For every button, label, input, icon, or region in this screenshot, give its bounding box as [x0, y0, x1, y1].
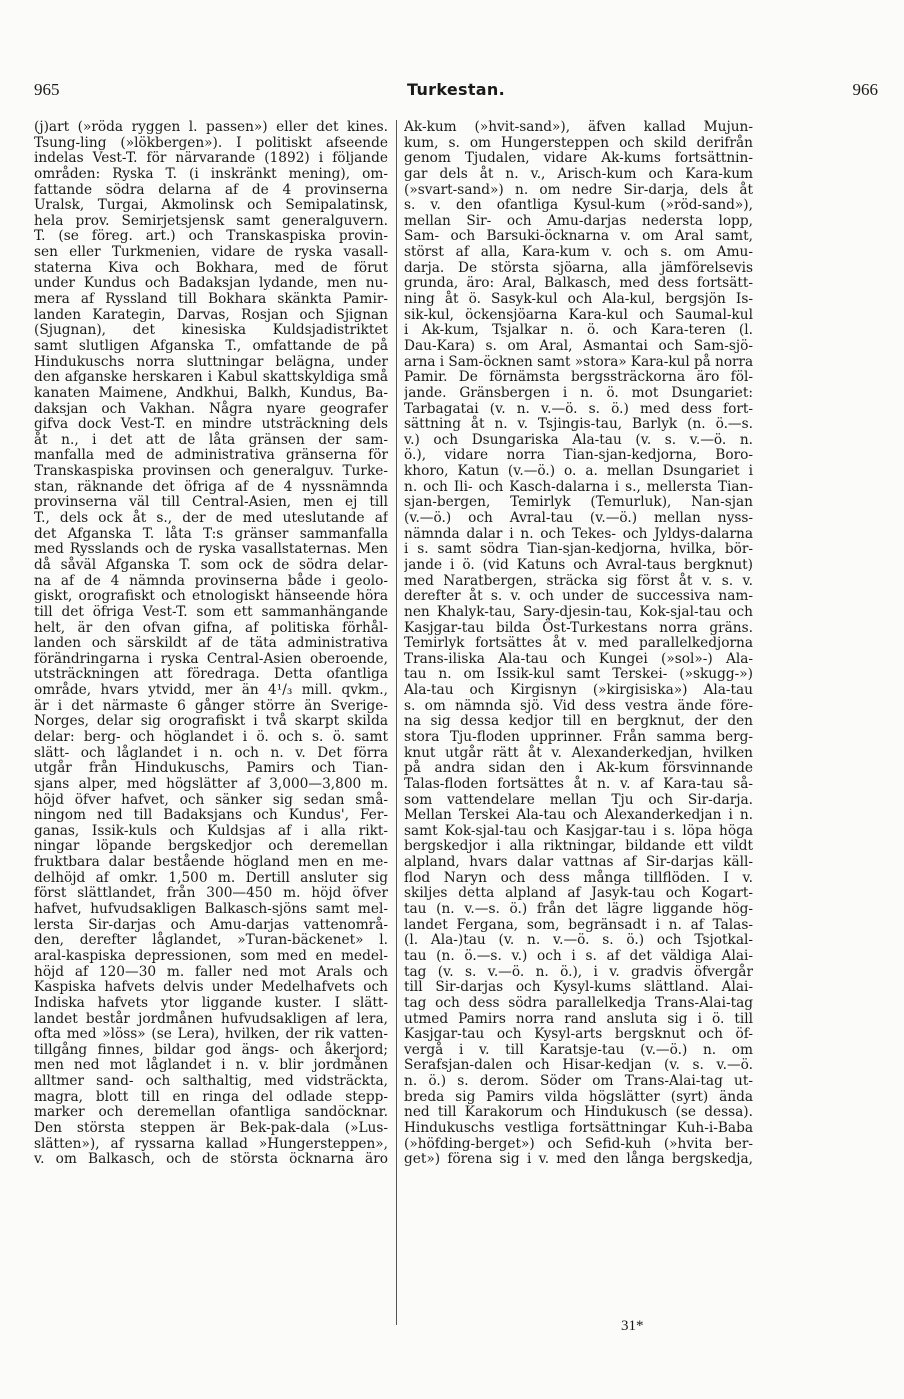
text-line: Tarbagatai (v. n. v.—ö. s. ö.) med dess fort- — [404, 400, 753, 417]
text-line: helt, är den ofvan gifna, af politiska förhål- — [34, 619, 388, 636]
text-line: Ala-tau och Kirgisnyn (»kirgisiska») Ala-tau — [404, 682, 753, 699]
text-line: den afganske herskaren i Kabul skattskyldiga små — [34, 369, 388, 386]
text-line: sättning åt n. v. Tsjingis-tau, Barlyk (n. ö.—s. — [404, 416, 753, 433]
signature-mark: 31* — [621, 1318, 644, 1334]
text-line: slätten»), af ryssarna kallad »Hungersteppen», — [34, 1135, 388, 1152]
running-title: Turkestan. — [407, 80, 505, 99]
text-line: vergå i v. till Karatsje-tau (v.—ö.) n. om — [404, 1041, 753, 1058]
text-line: landen Karategin, Darvas, Rosjan och Sjignan — [34, 306, 388, 323]
text-line: ganas, Issik-kuls och Kuldsjas af i alla rikt- — [34, 822, 388, 839]
text-line: Dau-Kara) s. om Aral, Asmantai och Sam-sjö- — [404, 337, 753, 354]
text-line: jande i ö. (vid Katuns och Avral-taus bergknut) — [404, 556, 753, 573]
text-line: hela prov. Semirjetsjensk samt generalguvern. — [34, 212, 388, 229]
text-line: område, hvars ytvidd, mer än 4¹/₃ mill. qvkm., — [34, 682, 388, 699]
text-line: höjd af 120—30 m. faller ned mot Arals och — [34, 963, 388, 980]
text-line: landen och särskildt af de täta administrativa — [34, 635, 388, 652]
text-line: staterna Kiva och Bokhara, med de förut — [34, 259, 388, 276]
text-line: Indiska hafvets ytor liggande kuster. I slätt- — [34, 994, 388, 1011]
text-line: s. v. den ofantliga Kysul-kum (»röd-sand»), — [404, 197, 753, 214]
text-line: jande. Gränsbergen i n. ö. mot Dsungariet: — [404, 384, 753, 401]
text-line: tau (n. v.—s. ö.) från det lägre liggande hög- — [404, 901, 753, 918]
text-line: nämnda dalar i n. och Tekes- och Jyldys-dalarna — [404, 525, 753, 542]
text-line: sjan-bergen, Temirlyk (Temurluk), Nan-sjan — [404, 494, 753, 511]
text-line: utmed Pamirs norra rand ansluta sig i ö. till — [404, 1010, 753, 1027]
text-line: gar dels åt n. v., Arisch-kum och Kara-kum — [404, 165, 753, 182]
text-line: (l. Ala-)tau (v. n. v.—ö. s. ö.) och Tsjotkal- — [404, 932, 753, 949]
text-line: tau n. om Issik-kul samt Terskei- (»skugg-») — [404, 666, 753, 683]
text-line: magra, blott till en ringa del odlade stepp- — [34, 1088, 388, 1105]
text-line: under Kundus och Badaksjan lydande, men nu- — [34, 275, 388, 292]
page-header — [34, 80, 878, 104]
text-line: ofta med »löss» (se Lera), hvilken, der rik vatten- — [34, 1026, 388, 1043]
text-line: ned till Karakorum och Hindukusch (se dessa). — [404, 1104, 753, 1121]
text-line: det Afganska T. låta T:s gränser sammanfalla — [34, 525, 388, 542]
text-line: först slättlandet, från 300—450 m. höjd öfver — [34, 885, 388, 902]
text-line: knut utgår rätt åt v. Alexanderkedjan, hvilken — [404, 744, 753, 761]
text-line: provinserna väl till Central-Asien, men ej till — [34, 494, 388, 511]
text-line: T. (se föreg. art.) och Transkaspiska provin- — [34, 228, 388, 245]
text-line: v. om Balkasch, och de största öcknarna äro — [34, 1151, 388, 1168]
text-line: Trans-iliska Ala-tau och Kungei (»sol»-) Ala- — [404, 650, 753, 667]
text-line: tau (n. ö.—s. v.) och i s. af det väldiga Alai- — [404, 947, 753, 964]
text-line: T., dels ock åt s., der de med uteslutande af — [34, 510, 388, 527]
text-line: Norges, delar sig orografiskt i två skarpt skilda — [34, 713, 388, 730]
text-line: landet Fergana, som, begränsadt i n. af Talas- — [404, 916, 753, 933]
page-number-left: 965 — [34, 80, 60, 99]
text-line: tag (v. s. v.—ö. n. ö.), i v. gradvis öfvergår — [404, 963, 753, 980]
text-line: Transkaspiska provinsen och generalguv. Turke- — [34, 463, 388, 480]
text-line: (»svart-sand») n. om nedre Sir-darja, dels åt — [404, 181, 753, 198]
text-line: stora Tju-floden upprinner. Från samma berg- — [404, 728, 753, 745]
text-line: med Naratbergen, sträcka sig först åt v. s. v. — [404, 572, 753, 589]
text-line: (»höfding-berget») och Sefid-kuh (»hvita ber- — [404, 1135, 753, 1152]
text-line: daksjan och Vakhan. Några nyare geografer — [34, 400, 388, 417]
text-line: Sam- och Barsuki-öcknarna v. om Aral samt, — [404, 228, 753, 245]
text-line: ningar löpande bergskedjor och deremellan — [34, 838, 388, 855]
left-column — [34, 120, 388, 1330]
text-line: höjd öfver hafvet, och sänker sig sedan små- — [34, 791, 388, 808]
page-number-right: 966 — [852, 80, 878, 99]
text-line: Hindukuschs norra sluttningar belägna, under — [34, 353, 388, 370]
text-line: khoro, Katun (v.—ö.) o. a. mellan Dsungariet i — [404, 463, 753, 480]
text-line: utgår från Hindukuschs, Pamirs och Tian- — [34, 760, 388, 777]
text-line: derefter åt s. v. och under de successiva nam- — [404, 588, 753, 605]
text-line: sik-kul, öckensjöarna Kara-kul och Saumal-kul — [404, 306, 753, 323]
text-line: på andra sidan den i Ak-kum försvinnande — [404, 760, 753, 777]
text-line: (j)art (»röda ryggen l. passen») eller det kines. — [34, 120, 388, 135]
text-line: na af de 4 nämnda provinserna både i geolo- — [34, 572, 388, 589]
text-line: (Sjugnan), det kinesiska Kuldsjadistriktet — [34, 322, 388, 339]
right-column — [404, 120, 753, 1330]
text-line: Talas-floden fortsättes åt n. v. af Kara-tau så- — [404, 775, 753, 792]
text-line: alltmer sand- och salthaltig, med vidsträckta, — [34, 1073, 388, 1090]
text-line: störst af alla, Kara-kum v. och s. om Amu- — [404, 244, 753, 261]
text-line: Ak-kum (»hvit-sand»), äfven kallad Mujun- — [404, 120, 753, 135]
text-line: landet består jordmånen hufvudsakligen af lera, — [34, 1010, 388, 1027]
text-line: samt slutligen Afganska T., omfattande de på — [34, 337, 388, 354]
text-line: fruktbara dalar bestående högland men en me- — [34, 854, 388, 871]
text-line: grunda, äro: Aral, Balkasch, med dess fortsätt- — [404, 275, 753, 292]
text-line: fattande södra delarna af de 4 provinserna — [34, 181, 388, 198]
text-line: den, derefter låglandet, »Turan-bäckenet» l. — [34, 932, 388, 949]
text-line: i s. samt södra Tian-sjan-kedjorna, hvilka, bör- — [404, 541, 753, 558]
text-line: som vattendelare mellan Tju och Sir-darja. — [404, 791, 753, 808]
text-line: Uralsk, Turgai, Akmolinsk och Semipalatinsk, — [34, 197, 388, 214]
text-line: alpland, hvars dalar vattnas af Sir-darjas käll- — [404, 854, 753, 871]
text-line: get») förena sig i v. med den långa bergskedja, — [404, 1151, 753, 1168]
text-line: tillgång finnes, bildar god ängs- och åkerjord; — [34, 1041, 388, 1058]
text-line: till det öfriga Vest-T. som ett sammanhängande — [34, 603, 388, 620]
text-line: giskt, orografiskt och etnologiskt hänseende höra — [34, 588, 388, 605]
text-line: Kasjgar-tau bilda Öst-Turkestans norra gräns. — [404, 619, 753, 636]
text-line: Kaspiska hafvets delvis under Medelhafvets och — [34, 979, 388, 996]
text-line: men ned mot låglandet i n. v. blir jordmånen — [34, 1057, 388, 1074]
text-line: kum, s. om Hungersteppen och skild derifrån — [404, 134, 753, 151]
text-line: ö.), vidare norra Tian-sjan-kedjorna, Boro- — [404, 447, 753, 464]
text-line: är i det närmaste 6 gånger större än Sverige- — [34, 697, 388, 714]
text-line: delar: berg- och höglandet i ö. och s. ö. samt — [34, 728, 388, 745]
text-line: Mellan Terskei Ala-tau och Alexanderkedjan i n. — [404, 807, 753, 824]
text-line: v.) och Dsungariska Ala-tau (v. s. v.—ö. n. — [404, 431, 753, 448]
text-line: skiljes detta alpland af Jasyk-tau och Kogart- — [404, 885, 753, 902]
text-line: utsträckningen att föredraga. Detta ofantliga — [34, 666, 388, 683]
text-line: Serafsjan-dalen och Hisar-kedjan (v. s. v.—ö. — [404, 1057, 753, 1074]
text-line: arna i Sam-öcknen samt »stora» Kara-kul på norra — [404, 353, 753, 370]
text-line: flod Naryn och dess många tillflöden. I v. — [404, 869, 753, 886]
text-line: Tsung-ling (»lökbergen»). I politiskt afseende — [34, 134, 388, 151]
text-line: manfalla med de administrativa gränserna för — [34, 447, 388, 464]
text-line: n. ö.) s. derom. Söder om Trans-Alai-tag ut- — [404, 1073, 753, 1090]
text-line: Hindukuschs vestliga fortsättningar Kuh-i-Baba — [404, 1120, 753, 1136]
text-line: darja. De största sjöarna, alla jämförelsevis — [404, 259, 753, 276]
column-divider — [396, 120, 397, 1325]
text-line: ning åt ö. Sasyk-kul och Ala-kul, bergsjön Is- — [404, 291, 753, 308]
text-line: områden: Ryska T. (i inskränkt mening), om- — [34, 165, 388, 182]
text-line: Kasjgar-tau och Kysyl-arts bergsknut och öf- — [404, 1026, 753, 1043]
text-line: åt n., i det att de låta gränsen der sam- — [34, 431, 388, 448]
text-line: kanaten Maimene, Andkhui, Balkh, Kundus, Ba- — [34, 384, 388, 401]
text-line: då såväl Afganska T. som ock de södra delar- — [34, 556, 388, 573]
text-line: slätt- och låglandet i n. och n. v. Det förra — [34, 744, 388, 761]
text-line: hafvet, hufvudsakligen Balkasch-sjöns samt mel- — [34, 901, 388, 918]
text-line: i Ak-kum, Tsjalkar n. ö. och Kara-teren (l. — [404, 322, 753, 339]
text-line: tag och dess södra parallelkedja Trans-Alai-tag — [404, 994, 753, 1011]
text-line: Pamir. De förnämsta bergssträckorna äro föl- — [404, 369, 753, 386]
text-line: gifva dock Vest-T. en mindre utsträckning dels — [34, 416, 388, 433]
text-line: mellan Sir- och Amu-darjas nedersta lopp, — [404, 212, 753, 229]
text-line: sen eller Turkmenien, vidare de ryska vasall- — [34, 244, 388, 261]
text-line: Den största steppen är Bek-pak-dala (»Lus- — [34, 1120, 388, 1136]
text-line: aral-kaspiska depressionen, som med en medel- — [34, 947, 388, 964]
text-line: s. om nämnda sjö. Vid dess vestra ände före- — [404, 697, 753, 714]
text-line: n. och Ili- och Kasch-dalarna i s., mellersta Tian- — [404, 478, 753, 495]
text-line: genom Tjudalen, vidare Ak-kums fortsättnin- — [404, 150, 753, 167]
text-line: (v.—ö.) och Avral-tau (v.—ö.) mellan nyss- — [404, 510, 753, 527]
text-line: samt Kok-sjal-tau och Kasjgar-tau i s. löpa höga — [404, 822, 753, 839]
text-line: stan, räknande det öfriga af de 4 nyssnämnda — [34, 478, 388, 495]
text-line: förändringarna i ryska Central-Asien oberoende, — [34, 650, 388, 667]
text-line: bergskedjor i alla riktningar, bildande ett vildt — [404, 838, 753, 855]
text-line: Temirlyk fortsättes åt v. med parallelkedjorna — [404, 635, 753, 652]
text-line: ningom ned till Badaksjans och Kundus', Fer- — [34, 807, 388, 824]
text-line: breda sig Pamirs vilda högslätter (syrt) ända — [404, 1088, 753, 1105]
text-line: nen Khalyk-tau, Sary-djesin-tau, Kok-sjal-tau och — [404, 603, 753, 620]
text-line: till Sir-darjas och Kysyl-kums slättland. Alai- — [404, 979, 753, 996]
text-line: mera af Ryssland till Bokhara skänkta Pamir- — [34, 291, 388, 308]
text-line: marker och deremellan ofantliga sandöcknar. — [34, 1104, 388, 1121]
text-line: na sig dessa kedjor till en bergknut, der den — [404, 713, 753, 730]
text-line: lersta Sir-darjas och Amu-darjas vattenområ- — [34, 916, 388, 933]
text-line: sjans alper, med högslätter af 3,000—3,800 m. — [34, 775, 388, 792]
text-line: delhöjd af omkr. 1,500 m. Dertill ansluter sig — [34, 869, 388, 886]
text-line: med Rysslands och de ryska vasallstaternas. Men — [34, 541, 388, 558]
text-line: indelas Vest-T. för närvarande (1892) i följande — [34, 150, 388, 167]
